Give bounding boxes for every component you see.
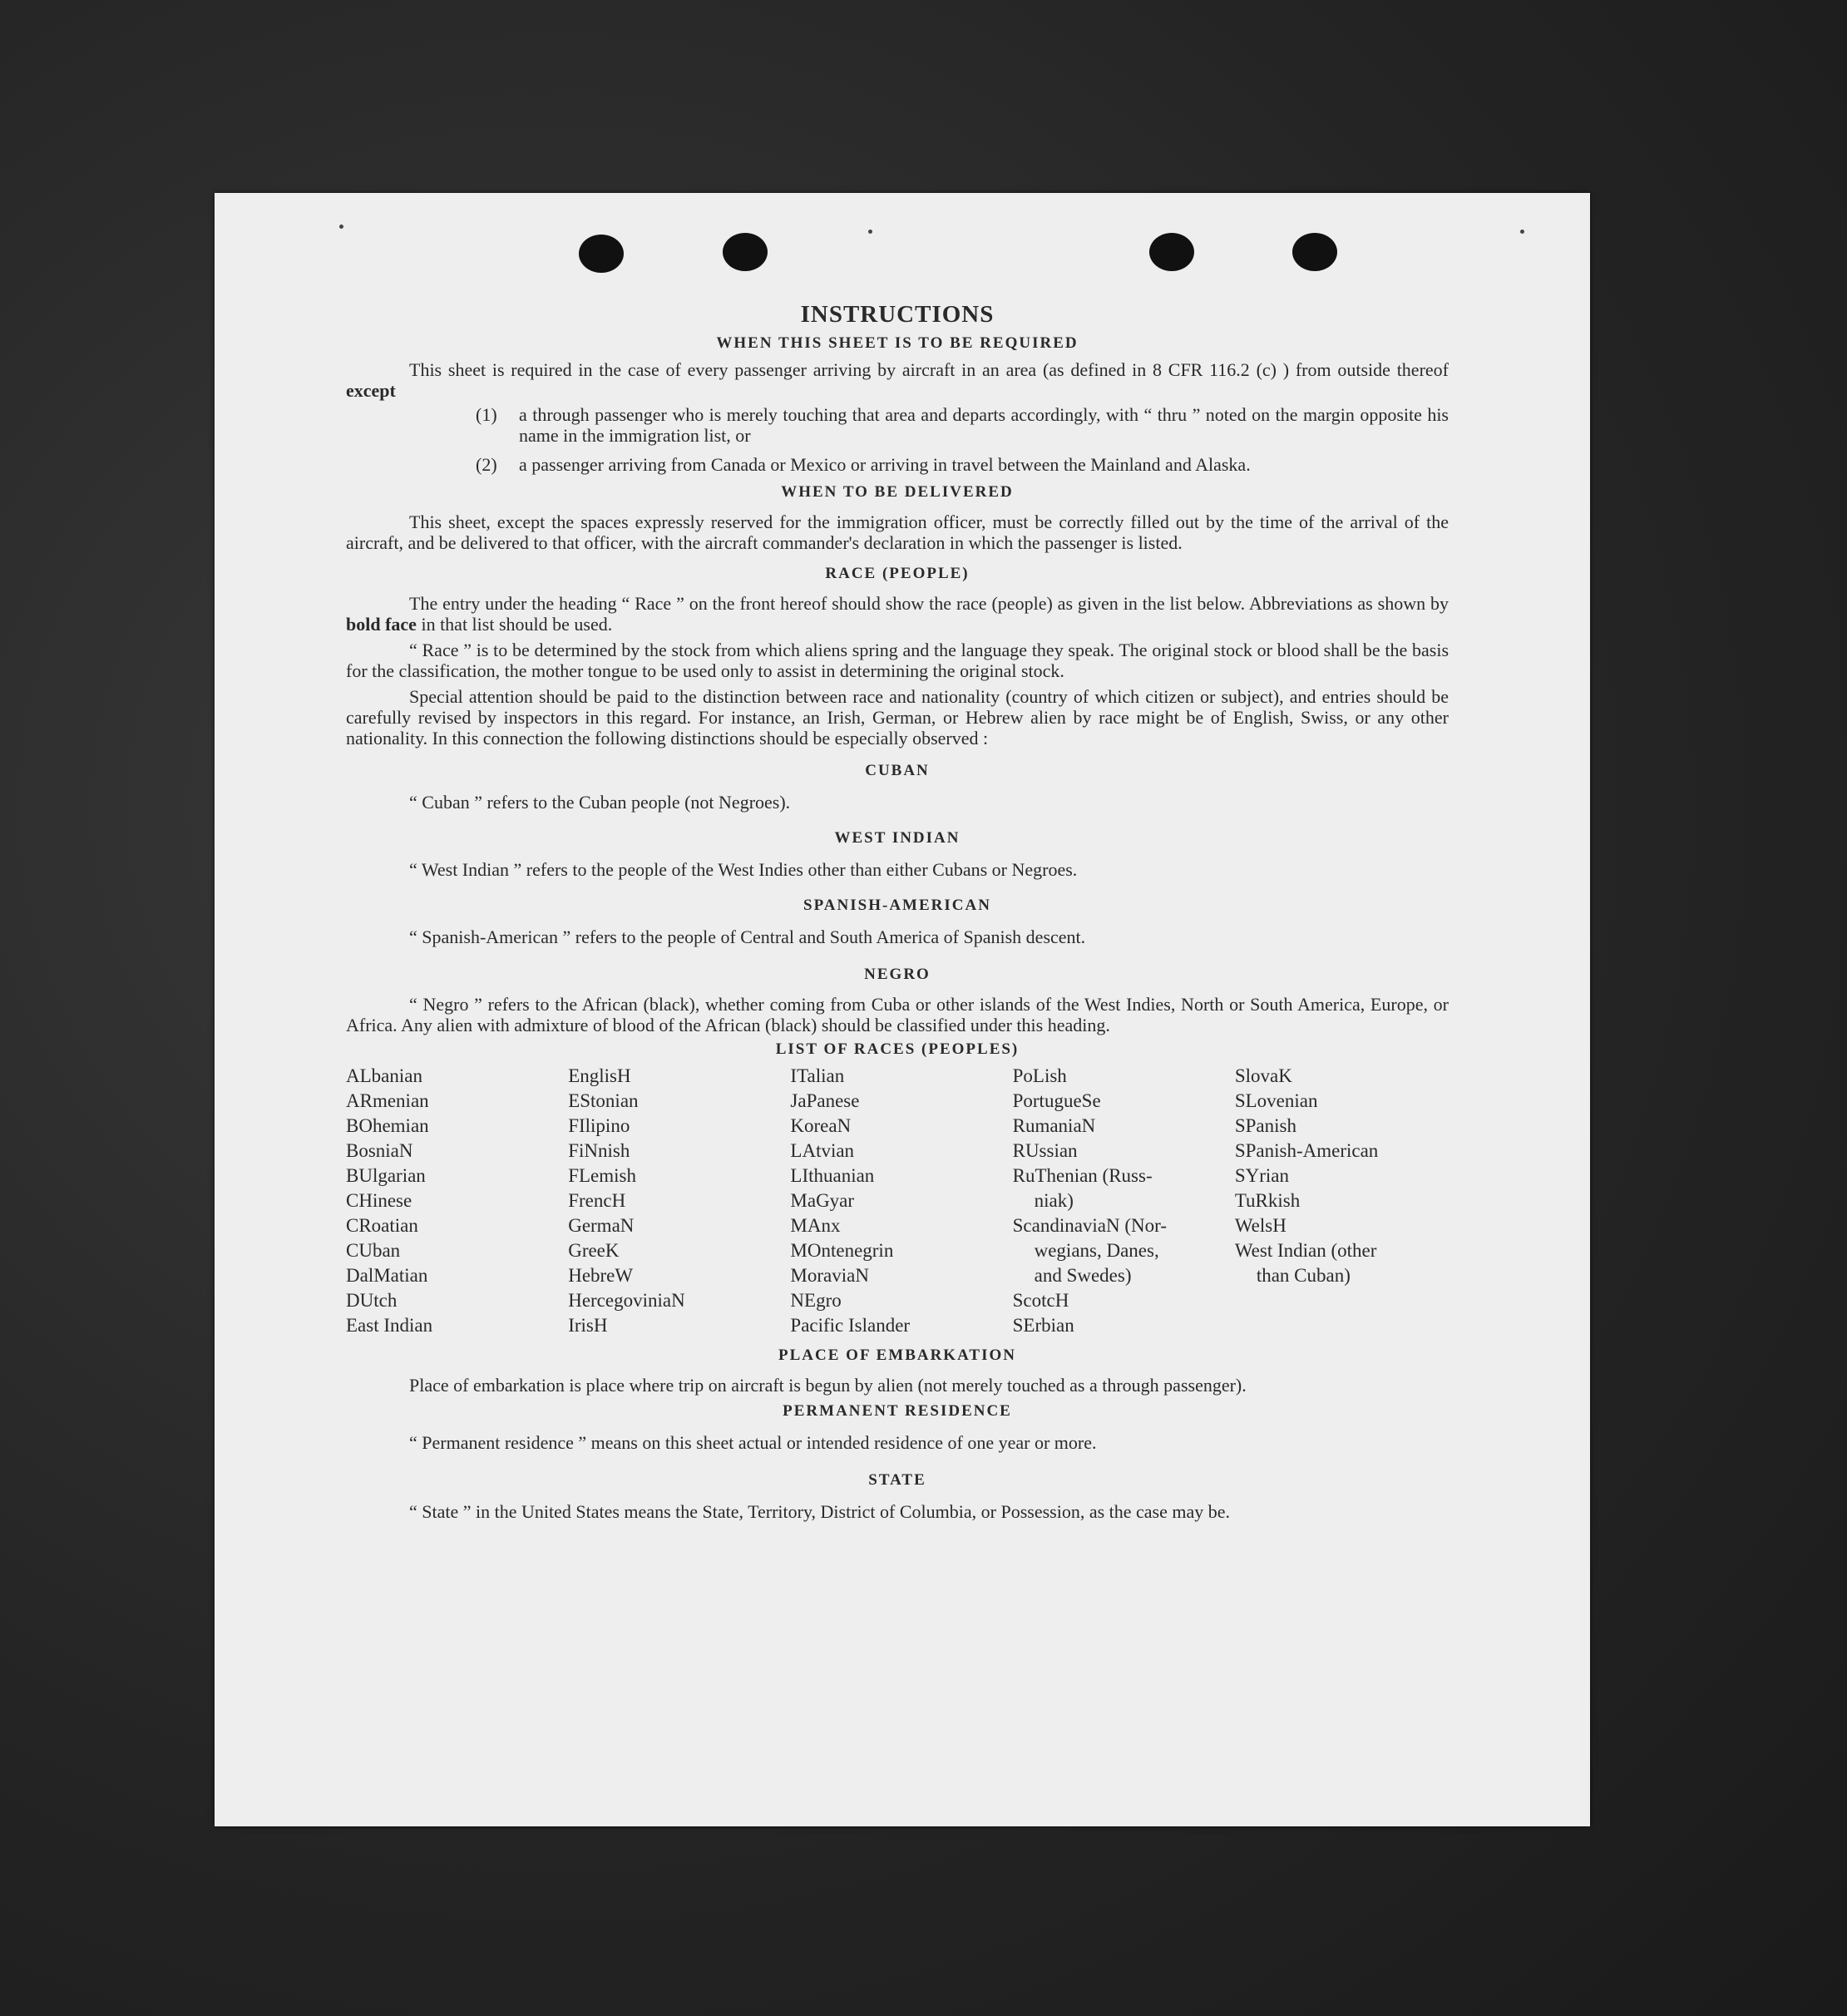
list-item [476,404,1449,446]
race-entry: FiNnish [568,1140,630,1161]
section-heading: WHEN THIS SHEET IS TO BE REQUIRED [716,334,1079,352]
races-column [790,1064,1004,1338]
section-heading: STATE [868,1471,926,1489]
race-entry: West Indian (other [1234,1240,1377,1261]
paragraph-text: in that list should be used. [421,614,613,635]
punch-hole [1149,233,1194,271]
section-heading: SPANISH-AMERICAN [803,897,991,914]
race-entry: BUlgarian [346,1165,426,1186]
paragraph: “ Spanish-American ” refers to the people of Central and South America of Spanish descent. [409,926,1086,947]
race-entry: HercegoviniaN [568,1290,685,1311]
race-entry: EnglisH [568,1065,631,1086]
race-entry: niak) [1034,1190,1074,1211]
race-entry: ARmenian [346,1090,429,1111]
race-entry: PortugueSe [1012,1090,1101,1111]
race-entry: HebreW [568,1265,634,1286]
race-entry: wegians, Danes, [1034,1240,1159,1261]
paragraph: Special attention should be paid to the distinction between race and nationality (country of which citizen or subject), and entries should be carefully revised by inspectors in this regard. For instance, an Irish, German, or Hebrew alien by race might be of English, Swiss, or any other nationality. In this connection the following distinctions should be especially observed : [346,686,1449,749]
race-entry: BOhemian [346,1115,429,1136]
race-entry: DalMatian [346,1265,428,1286]
races-column [1013,1064,1227,1338]
item-number: (1) [476,404,497,425]
race-entry: SPanish [1234,1115,1296,1136]
punch-hole [579,235,624,273]
race-entry: ITalian [790,1065,845,1086]
race-entry: LAtvian [790,1140,855,1161]
document-page [215,193,1590,1826]
race-entry: and Swedes) [1034,1265,1132,1286]
race-entry: CHinese [346,1190,412,1211]
race-entry: SYrian [1234,1165,1289,1186]
section-heading: LIST OF RACES (PEOPLES) [775,1040,1020,1058]
races-column [346,1064,560,1338]
speck [1520,230,1524,234]
speck [868,230,872,234]
page-title: INSTRUCTIONS [800,301,995,328]
race-entry: FLemish [568,1165,636,1186]
paragraph [346,359,1449,401]
race-entry: FrencH [568,1190,626,1211]
paragraph [346,593,1449,635]
paragraph-text: This sheet is required in the case of every passenger arriving by aircraft in an area (as defined in 8 CFR 116.2 (c) ) from outside thereof [409,359,1449,380]
paragraph: “ West Indian ” refers to the people of the West Indies other than either Cubans or Negroes. [409,859,1078,880]
punch-hole [1292,233,1337,271]
section-heading: WHEN TO BE DELIVERED [781,483,1014,501]
section-heading: WEST INDIAN [834,829,961,847]
section-heading: CUBAN [865,762,930,779]
race-entry: SLovenian [1234,1090,1318,1111]
section-heading: NEGRO [864,966,931,983]
race-entry: JaPanese [790,1090,860,1111]
race-entry: DUtch [346,1290,398,1311]
paragraph: “ Negro ” refers to the African (black), whether coming from Cuba or other islands of the West Indies, North or South America, Europe, or Africa. Any alien with admixture of blood of the African (black) should be classified under this heading. [346,994,1449,1035]
paragraph: “ Permanent residence ” means on this sheet actual or intended residence of one year or more. [409,1432,1097,1453]
race-entry: MoraviaN [790,1265,869,1286]
race-entry: PoLish [1012,1065,1067,1086]
race-entry: WelsH [1234,1215,1286,1236]
race-entry: RumaniaN [1012,1115,1096,1136]
speck [339,225,343,229]
races-column [1235,1064,1449,1338]
paragraph-text: The entry under the heading “ Race ” on the front hereof should show the race (people) as given in the list below. Abbreviations as shown by [409,593,1449,614]
race-entry: TuRkish [1234,1190,1301,1211]
paragraph: “ Race ” is to be determined by the stock from which aliens spring and the language they speak. The original stock or blood shall be the basis for the classification, the mother tongue to be used only to assist in determining the original stock. [346,640,1449,681]
race-entry: RUssian [1012,1140,1078,1161]
race-entry: SPanish-American [1234,1140,1379,1161]
section-heading: PERMANENT RESIDENCE [783,1402,1012,1420]
race-entry: MOntenegrin [790,1240,894,1261]
race-entry: BosniaN [346,1140,413,1161]
race-entry: EStonian [568,1090,639,1111]
bold-text: except [346,380,396,401]
race-entry: SErbian [1012,1315,1074,1336]
races-list [346,1064,1449,1338]
race-entry: CRoatian [346,1215,418,1236]
item-number: (2) [476,454,497,475]
item-text: a passenger arriving from Canada or Mexico or arriving in travel between the Mainland and Alaska. [519,454,1251,475]
section-heading: PLACE OF EMBARKATION [778,1346,1016,1364]
bold-text: bold face [346,614,417,635]
race-entry: East Indian [346,1315,433,1336]
item-text: a through passenger who is merely touching that area and departs accordingly, with “ thru ” noted on the margin opposite his name in the immigration list, or [519,404,1449,446]
race-entry: ScotcH [1012,1290,1069,1311]
race-entry: ALbanian [346,1065,422,1086]
race-entry: NEgro [790,1290,842,1311]
section-heading: RACE (PEOPLE) [825,565,970,582]
race-entry: GermaN [568,1215,635,1236]
paragraph: “ State ” in the United States means the State, Territory, District of Columbia, or Possession, as the case may be. [409,1501,1231,1522]
list-item [476,454,1449,475]
race-entry: MAnx [790,1215,841,1236]
instructions-content [346,299,1449,1522]
race-entry: RuThenian (Russ- [1012,1165,1153,1186]
race-entry: ScandinaviaN (Nor- [1012,1215,1168,1236]
race-entry: LIthuanian [790,1165,875,1186]
races-column [568,1064,782,1338]
paragraph: Place of embarkation is place where trip on aircraft is begun by alien (not merely touched as a through passenger). [409,1375,1247,1396]
paragraph: “ Cuban ” refers to the Cuban people (not Negroes). [409,792,791,813]
race-entry: FIlipino [568,1115,630,1136]
race-entry: Pacific Islander [790,1315,911,1336]
paragraph: This sheet, except the spaces expressly reserved for the immigration officer, must be correctly filled out by the time of the arrival of the aircraft, and be delivered to that officer, with the aircraft commander's declaration in which the passenger is listed. [346,511,1449,553]
race-entry: KoreaN [790,1115,852,1136]
race-entry: MaGyar [790,1190,855,1211]
race-entry: than Cuban) [1256,1265,1351,1286]
race-entry: GreeK [568,1240,620,1261]
race-entry: SlovaK [1234,1065,1292,1086]
punch-hole [723,233,768,271]
race-entry: IrisH [568,1315,608,1336]
race-entry: CUban [346,1240,401,1261]
